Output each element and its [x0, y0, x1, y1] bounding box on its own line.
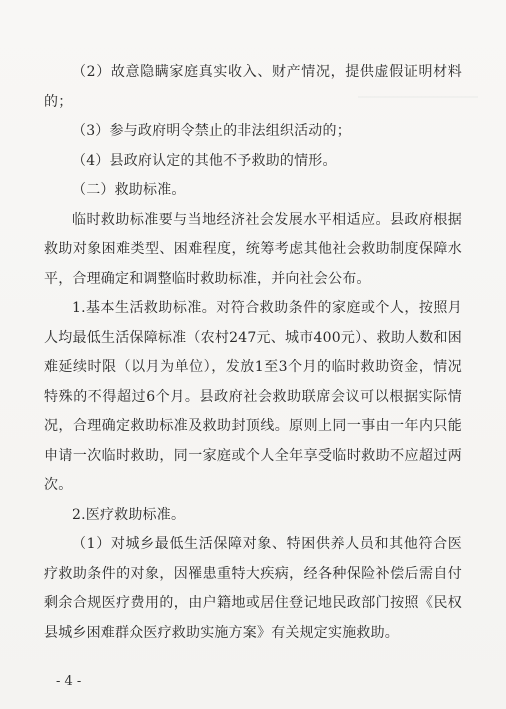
- paragraph-condition-4: （4）县政府认定的其他不予救助的情形。: [72, 152, 337, 169]
- paragraph-condition-2: （2）故意隐瞒家庭真实收入、财产情况，提供虚假证明材料的；: [44, 64, 462, 110]
- page-number: - 4 -: [56, 674, 82, 689]
- paragraph-basic-living-standard: 1.基本生活救助标准。对符合救助条件的家庭或个人，按照月人均最低生活保障标准（农村247元、城市400元）、救助人数和困难延续时限（以月为单位），发放1至3个月的临时救助资金，情况特殊的不得超过6个月。县政府社会救助联席会议可以根据实际情况，合理确定救助标准及救助封顶线。原则上同一事由一年内只能申请一次临时救助，同一家庭或个人全年享受临时救助不应超过两次。: [44, 300, 462, 493]
- section-heading-standards: （二）救助标准。: [72, 182, 186, 198]
- paragraph-condition-3: （3）参与政府明令禁止的非法组织活动的；: [72, 123, 351, 139]
- bleed-through-mark: [358, 96, 478, 98]
- paragraph-standards-intro: 临时救助标准要与当地经济社会发展水平相适应。县政府根据救助对象困难类型、困难程度，统筹考虑其他社会救助制度保障水平，合理确定和调整临时救助标准，并向社会公布。: [44, 211, 462, 287]
- paragraph-medical-heading: 2.医疗救助标准。: [72, 506, 186, 523]
- paragraph-medical-item-1: （1）对城乡最低生活保障对象、特困供养人员和其他符合医疗救助条件的对象，因罹患重特大疾病，经各种保险补偿后需自付剩余合规医疗费用的，由户籍地或居住登记地民政部门按照《民权县城乡困难群众医疗救助实施方案》有关规定实施救助。: [44, 536, 462, 641]
